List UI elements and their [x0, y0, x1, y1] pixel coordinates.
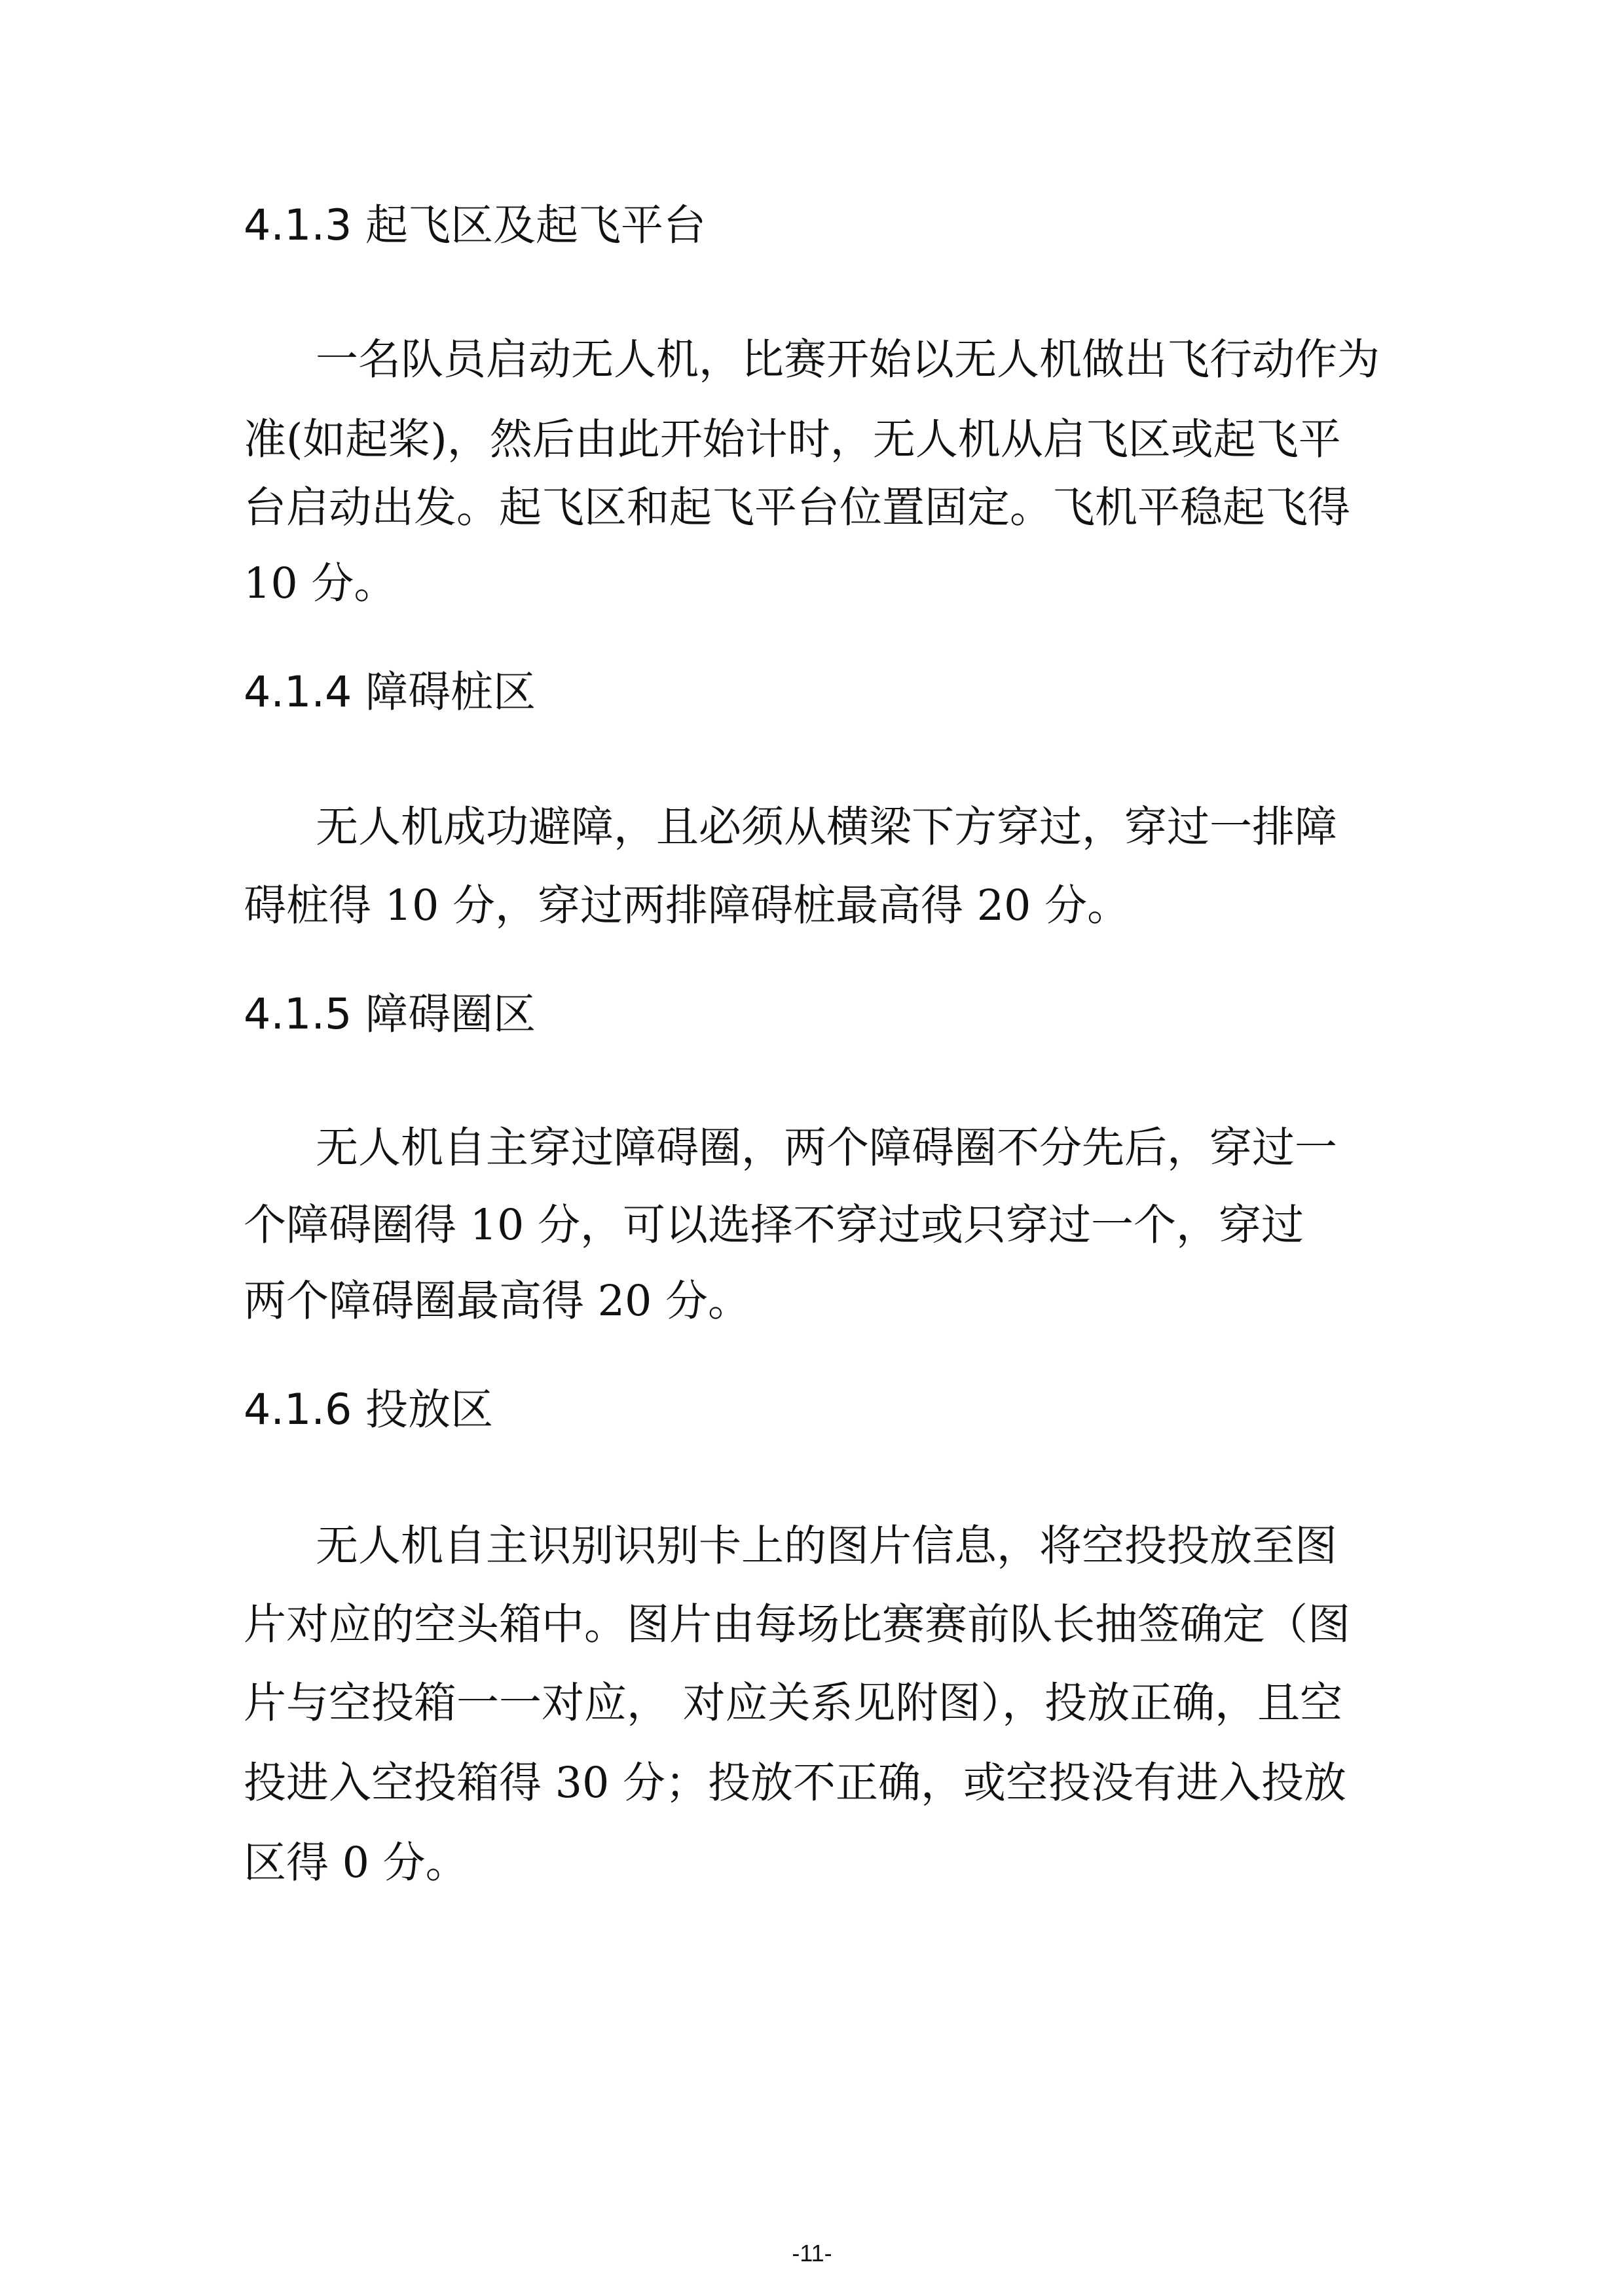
paragraph-line: 区得 0 分。	[244, 1838, 468, 1887]
paragraph-line: 投进入空投箱得 30 分；投放不正确，或空投没有进入投放	[244, 1758, 1347, 1808]
paragraph-line: 碍桩得 10 分，穿过两排障碍桩最高得 20 分。	[244, 881, 1130, 930]
paragraph-line: 无人机成功避障，且必须从横梁下方穿过，穿过一排障	[316, 803, 1338, 852]
paragraph-line: 无人机自主穿过障碍圈，两个障碍圈不分先后，穿过一	[316, 1123, 1338, 1173]
paragraph-line: 10 分。	[244, 559, 397, 608]
paragraph-line: 准(如起桨)，然后由此开始计时，无人机从启飞区或起飞平	[244, 415, 1341, 464]
paragraph-line: 两个障碍圈最高得 20 分。	[244, 1277, 751, 1326]
page-number: -11-	[792, 2240, 832, 2267]
paragraph-line: 片与空投箱一一对应， 对应关系见附图），投放正确，且空	[244, 1679, 1343, 1728]
paragraph-line: 个障碍圈得 10 分，可以选择不穿过或只穿过一个，穿过	[244, 1201, 1304, 1250]
section-heading-4-1-4: 4.1.4 障碍桩区	[244, 668, 536, 717]
paragraph-line: 台启动出发。起飞区和起飞平台位置固定。飞机平稳起飞得	[244, 483, 1351, 532]
section-heading-4-1-6: 4.1.6 投放区	[244, 1385, 494, 1434]
section-heading-4-1-5: 4.1.5 障碍圈区	[244, 990, 536, 1039]
section-heading-4-1-3: 4.1.3 起飞区及起飞平台	[244, 201, 707, 250]
paragraph-line: 片对应的空头箱中。图片由每场比赛赛前队长抽签确定（图	[244, 1600, 1351, 1649]
paragraph-line: 无人机自主识别识别卡上的图片信息，将空投投放至图	[316, 1522, 1338, 1571]
paragraph-line: 一名队员启动无人机，比赛开始以无人机做出飞行动作为	[316, 335, 1380, 384]
